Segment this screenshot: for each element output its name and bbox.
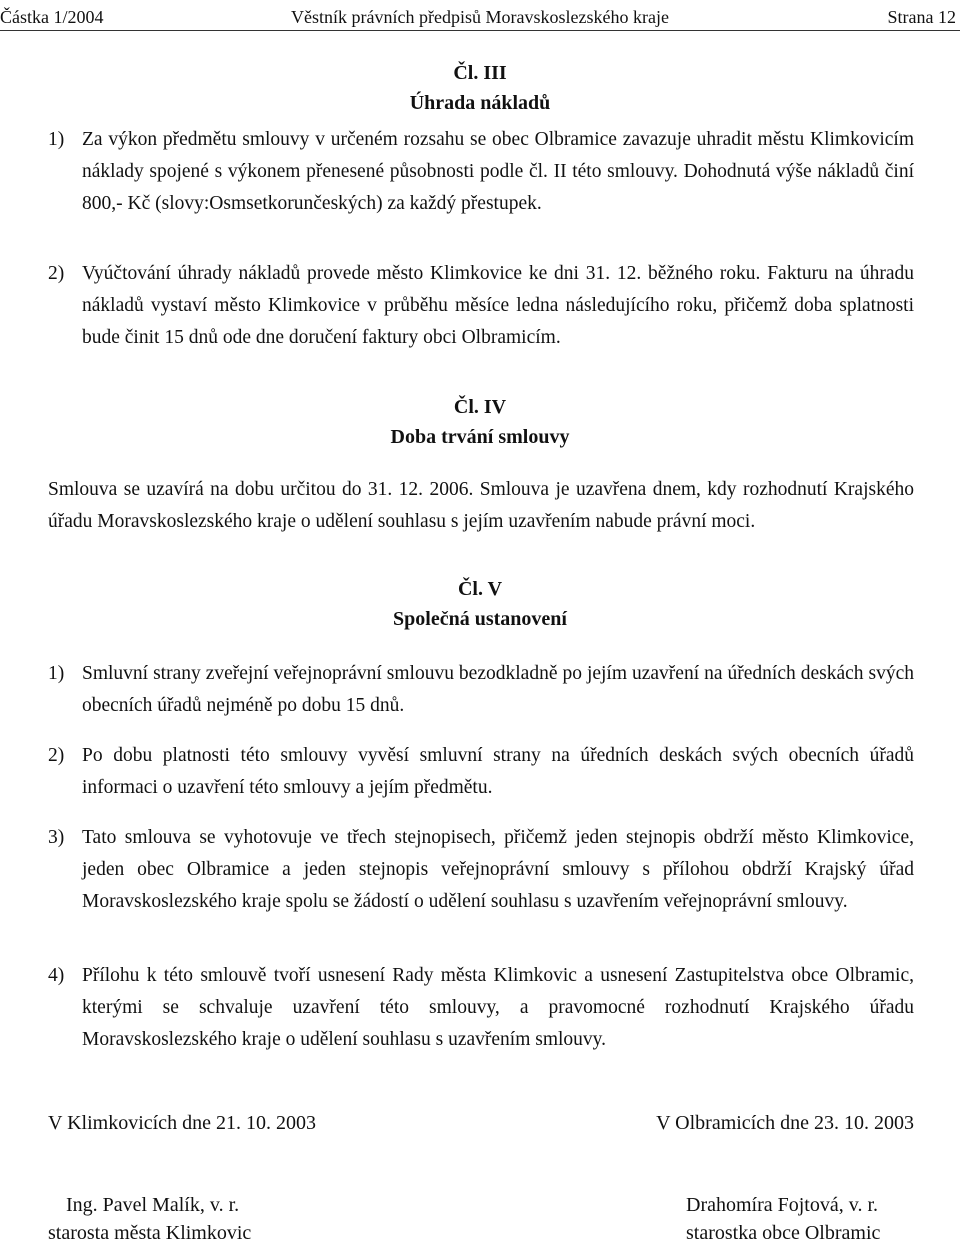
article-3-item-2 bbox=[48, 258, 914, 354]
issue-number: Částka 1/2004 bbox=[0, 7, 104, 27]
article-3-title: Úhrada nákladů bbox=[409, 92, 551, 114]
article-3-number: Čl. III bbox=[453, 62, 507, 84]
item-text: Po dobu platnosti této smlouvy vyvěsí smluvní strany na úředních deskách svých obecních úřadů informaci o uzavření této smlouvy a jejím předmětu. bbox=[82, 745, 914, 798]
article-4-number: Čl. IV bbox=[453, 396, 507, 418]
article-4-text: Smlouva se uzavírá na dobu určitou do 31. 12. 2006. Smlouva je uzavřena dnem, kdy rozhodnutí Krajského úřadu Moravskoslezského kraje o udělení souhlasu s jejím uzavřením nabude právní moci. bbox=[48, 479, 914, 532]
bulletin-title: Věstník právních předpisů Moravskoslezského kraje bbox=[291, 7, 669, 27]
item-text: Smluvní strany zveřejní veřejnoprávní smlouvu bezodkladně po jejím uzavření na úředních deskách svých obecních úřadů nejméně po dobu 15 dnů. bbox=[82, 663, 914, 716]
right-place-date: V Olbramicích dne 23. 10. 2003 bbox=[656, 1112, 914, 1134]
article-5-number: Čl. V bbox=[457, 578, 503, 600]
item-number: 2) bbox=[48, 745, 65, 766]
page-header bbox=[0, 4, 960, 31]
item-number: 1) bbox=[48, 129, 65, 150]
item-number: 2) bbox=[48, 263, 65, 284]
article-5-item-1 bbox=[48, 658, 914, 722]
item-number: 1) bbox=[48, 663, 65, 684]
article-5-item-2 bbox=[48, 740, 914, 804]
article-5-item-3 bbox=[48, 822, 914, 918]
left-place-date: V Klimkovicích dne 21. 10. 2003 bbox=[48, 1112, 316, 1134]
item-text: Tato smlouva se vyhotovuje ve třech stejnopisech, přičemž jeden stejnopis obdrží město Klimkovice, jeden obec Olbramice a jeden stejnopis veřejnoprávní smlouvy s přílohou obdrží Krajský úřad Moravskoslezského kraje spolu se žádostí o udělení souhlasu s uzavřením veřejnoprávní smlouvy. bbox=[82, 827, 914, 912]
article-4-title: Doba trvání smlouvy bbox=[390, 426, 570, 448]
right-signatory-role: starostka obce Olbramic bbox=[686, 1222, 881, 1244]
left-signatory-role: starosta města Klimkovic bbox=[48, 1222, 252, 1244]
item-number: 4) bbox=[48, 965, 65, 986]
right-signatory-name: Drahomíra Fojtová, v. r. bbox=[686, 1194, 879, 1216]
article-5-title: Společná ustanovení bbox=[393, 608, 567, 630]
left-signatory-name: Ing. Pavel Malík, v. r. bbox=[66, 1194, 240, 1216]
item-text: Přílohu k této smlouvě tvoří usnesení Rady města Klimkovic a usnesení Zastupitelstva obce Olbramic, kterými se schvaluje uzavření této smlouvy, a pravomocné rozhodnutí Krajského úřadu Moravskoslezského kraje o udělení souhlasu s uzavřením smlouvy. bbox=[82, 965, 914, 1050]
page-number: Strana 12 bbox=[887, 7, 956, 27]
item-number: 3) bbox=[48, 827, 65, 848]
article-5-item-4 bbox=[48, 960, 914, 1056]
article-3-item-1 bbox=[48, 124, 914, 220]
item-text: Za výkon předmětu smlouvy v určeném rozsahu se obec Olbramice zavazuje uhradit městu Klimkovicím náklady spojené s výkonem přenesené působnosti podle čl. II této smlouvy. Dohodnutá výše nákladů činí 800,- Kč (slovy:Osmsetkorunčeských) za každý přestupek. bbox=[82, 129, 914, 214]
item-text: Vyúčtování úhrady nákladů provede město Klimkovice ke dni 31. 12. běžného roku. Fakturu na úhradu nákladů vystaví město Klimkovice v průběhu měsíce ledna následujícího roku, přičemž doba splatnosti bude činit 15 dnů ode dne doručení faktury obci Olbramicím. bbox=[82, 263, 914, 348]
